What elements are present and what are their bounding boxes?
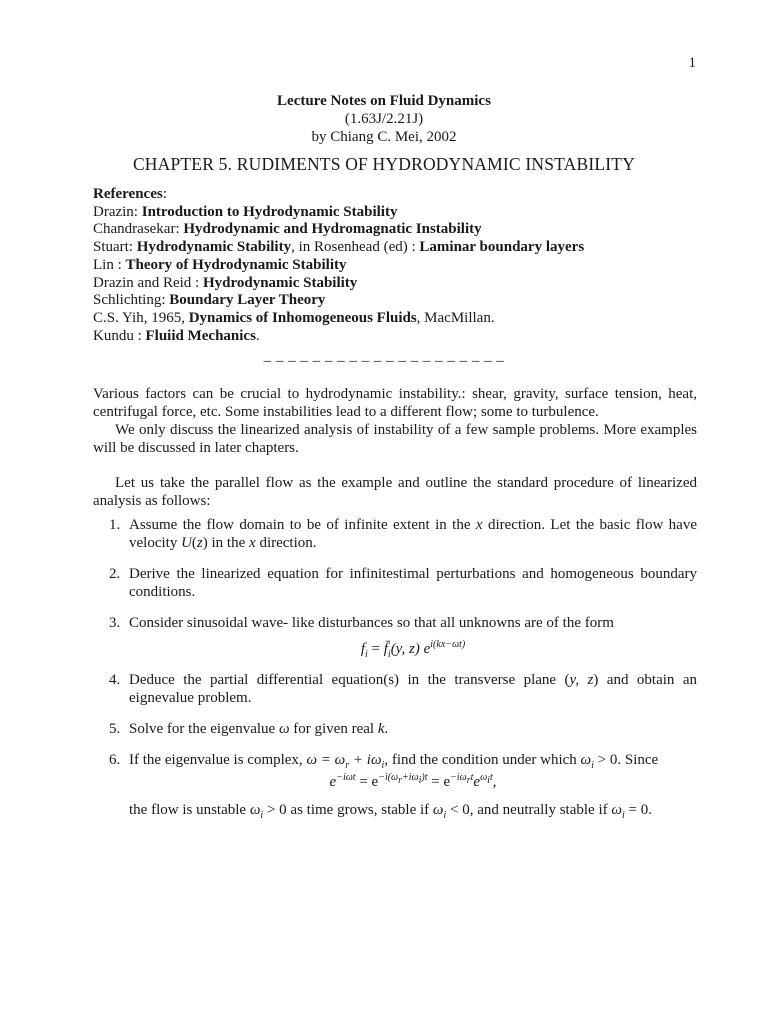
references-list xyxy=(93,186,703,345)
reference-item: Stuart: Hydrodynamic Stability, in Rosenhead (ed) : Laminar boundary layers xyxy=(93,239,585,256)
procedure-steps xyxy=(93,516,697,819)
list-item: 4. Deduce the partial differential equation(s) in the transverse plane (y, z) and obtain an eignevalue problem. xyxy=(109,672,697,706)
author-line: by Chiang C. Mei, 2002 xyxy=(311,129,457,145)
title-block xyxy=(0,92,768,146)
wave-form-equation: $f_i$ = $f̄_i(y$, z) $e^{i(kx-\omega t)}$ xyxy=(360,639,466,660)
paragraph-text: Various factors can be crucial to hydrodynamic instability.: shear, gravity, surface tension, heat, centrifugal force, etc. Some instabilities lead to a different flow; some to turbulence. xyxy=(93,386,697,420)
growth-equation: $e^{-i\omega t} = e^{-i(\omega_r+i\omega_i)t} = e^{-i\omega_rt}e^{\omega_it}$, xyxy=(329,772,497,790)
chapter-heading: CHAPTER 5. RUDIMENTS OF HYDRODYNAMIC INSTABILITY xyxy=(132,154,636,174)
list-item: 3. Consider sinusoidal wave- like disturbances so that all unknowns are of the form $f_i$ = $f̄_i(y$, z) $e^{i(kx-\omega t)}$ xyxy=(93,614,697,658)
reference-item: Lin : Theory of Hydrodynamic Stability xyxy=(93,256,347,273)
reference-item: Chandrasekar: Hydrodynamic and Hydromagnatic Instability xyxy=(93,221,482,238)
reference-item: Drazin: Introduction to Hydrodynamic Stability xyxy=(93,203,398,220)
document-title: Lecture Notes on Fluid Dynamics xyxy=(277,93,491,109)
list-item: 2. Derive the linearized equation for infinitestimal perturbations and homogeneous boundary conditions. xyxy=(109,566,697,600)
list-item: 6. If the eigenvalue is complex, $\omega = \omega_r + i\omega_i$, find the condition under which $\omega_i > 0$. Since $e^{-i\omega t} = e^{-i(\omega_r+i\omega_i)t} = e^{-i\omega_rt}e^{\omega_it}$, the flow is unstable $\omega_i > 0$ as time grows, stable if $\omega_i < 0$, and neutrally stable if $\omega_i = 0$. xyxy=(93,751,697,819)
page-number: 1 xyxy=(688,55,696,71)
reference-item: Kundu : Fluiid Mechanics. xyxy=(93,327,260,344)
list-item: 5. Solve for the eigenvalue ω for given real k. xyxy=(109,721,389,737)
stability-conditions: the flow is unstable $\omega_i > 0$ as time grows, stable if $\omega_i < 0$, and neutrally stable if $\omega_i = 0$. xyxy=(129,802,652,821)
list-item: 1. Assume the flow domain to be of infinite extent in the x direction. Let the basic flow have velocity U(z) in the x direction. xyxy=(109,517,697,551)
reference-item: C.S. Yih, 1965, Dynamics of Inhomogeneous Fluids, MacMillan. xyxy=(93,309,495,326)
reference-item: Drazin and Reid : Hydrodynamic Stability xyxy=(93,274,358,291)
reference-item: Schlichting: Boundary Layer Theory xyxy=(93,292,326,309)
procedure-intro: Let us take the parallel flow as the example and outline the standard procedure of linearized analysis as follows: xyxy=(93,475,697,509)
references-heading: References: xyxy=(93,186,167,202)
intro-paragraph xyxy=(93,385,697,457)
paragraph-text: We only discuss the linearized analysis of instability of a few sample problems. More examples will be discussed in later chapters. xyxy=(93,422,697,456)
course-number: (1.63J/2.21J) xyxy=(344,111,424,127)
section-separator: – – – – – – – – – – – – – – – – – – – – xyxy=(263,353,505,369)
